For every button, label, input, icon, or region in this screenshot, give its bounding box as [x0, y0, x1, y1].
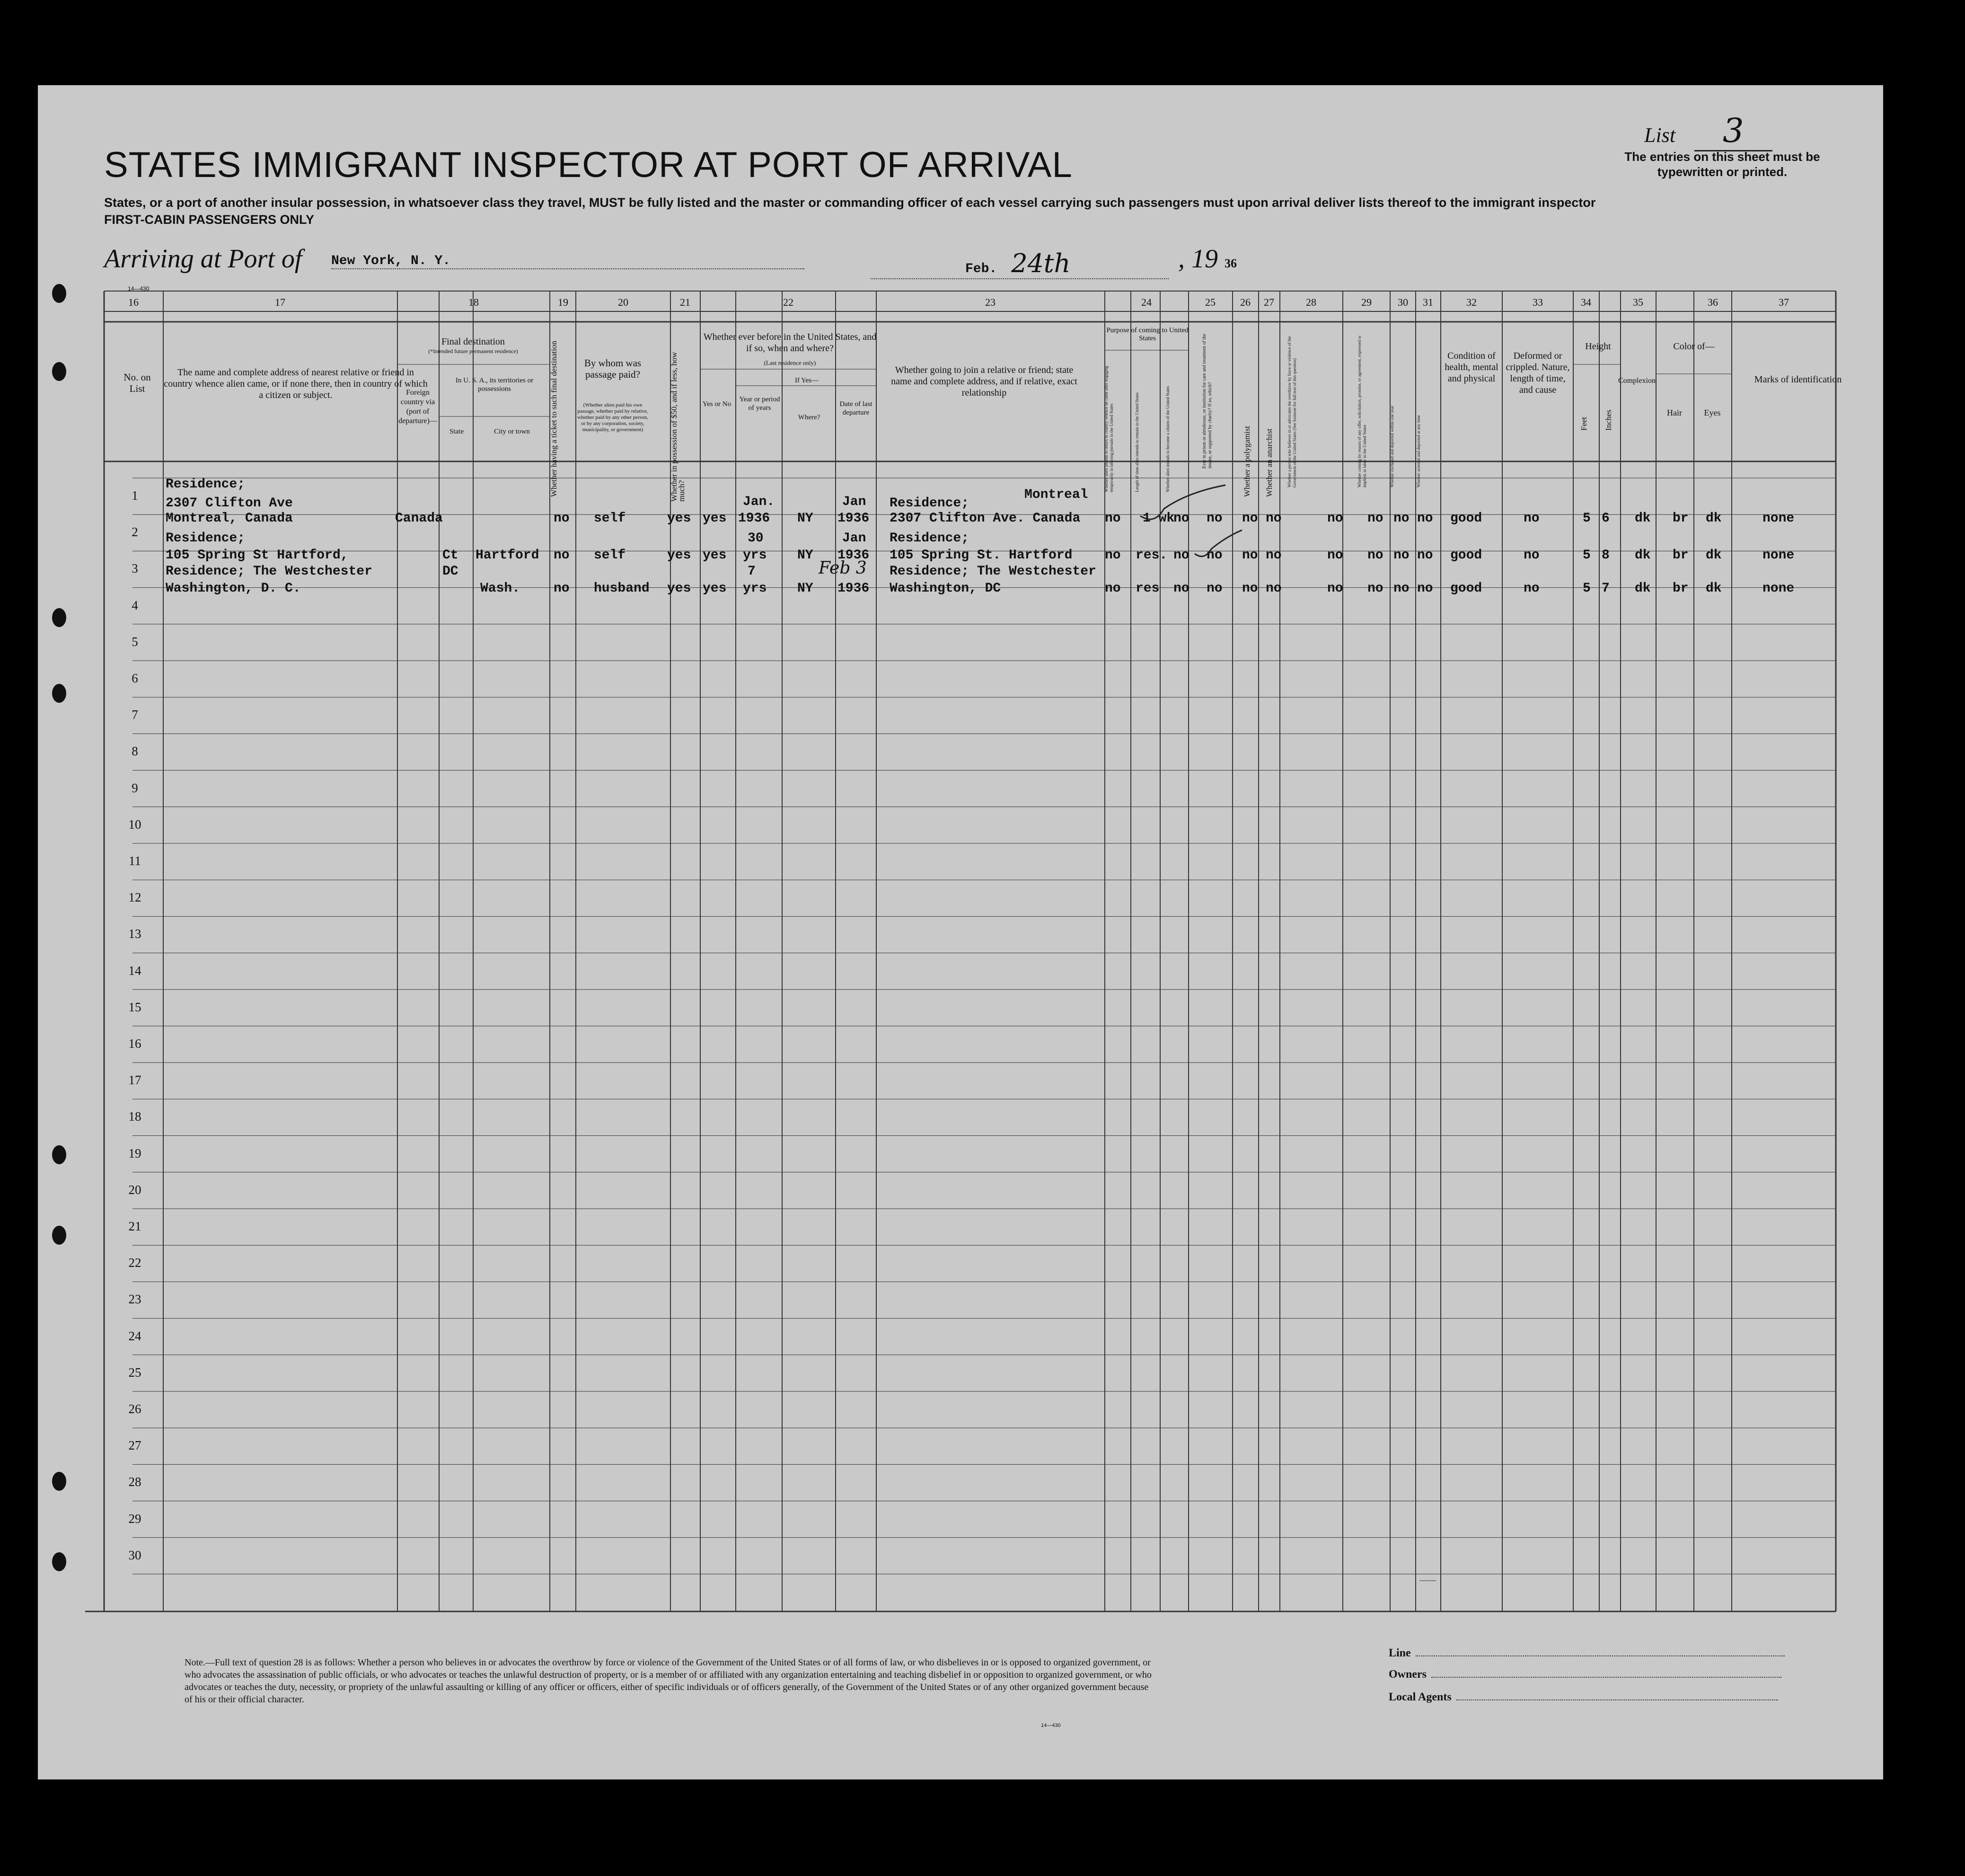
binder-hole [52, 1226, 66, 1245]
column-number-18: 18 [468, 296, 479, 308]
r3-c21: yes [667, 581, 691, 596]
r2-c26: no [1242, 548, 1258, 563]
row-number: 26 [128, 1402, 141, 1416]
header-passage-paid: By whom was passage paid? [584, 357, 642, 380]
header-city: City or town [494, 428, 530, 435]
r1-c25: no [1207, 511, 1223, 526]
r2-c24b: res. [1136, 548, 1168, 563]
row-number: 29 [128, 1511, 141, 1526]
header-passage-sub: (Whether alien paid his own passage, whether paid by relative, whether paid by any other person, or by any corporation, society, municipality, or government) [577, 402, 648, 433]
row-number: 17 [128, 1073, 141, 1088]
binder-hole [52, 684, 66, 703]
header-final-destination: Final destination [441, 336, 505, 347]
year-prefix: , 19 [1178, 244, 1218, 274]
row-number: 3 [132, 561, 138, 576]
r1-c30: no [1393, 511, 1410, 526]
row-number: 16 [128, 1036, 141, 1051]
header-foreign-country: Foreign country via (port of departure)— [398, 389, 437, 425]
row-number: 14 [128, 963, 141, 978]
r1-c18-foreign: Canada [395, 511, 443, 526]
column-number-29: 29 [1361, 296, 1372, 308]
header-purpose: Purpose of coming to United States [1106, 327, 1189, 342]
header-feet: Feet [1579, 416, 1588, 431]
r3-c20: husband [594, 581, 650, 596]
owners-dotted [1431, 1677, 1781, 1678]
row-number: 20 [128, 1182, 141, 1197]
header-inches: Inches [1604, 409, 1613, 431]
r1-c32: good [1450, 511, 1482, 526]
r2-c31: no [1417, 548, 1433, 563]
row-number: 25 [128, 1365, 141, 1380]
r3-c22-period2: yrs [743, 581, 767, 596]
r2-c28: no [1327, 548, 1343, 563]
header-height: Height [1585, 341, 1611, 352]
r2-c24a: no [1105, 548, 1121, 563]
header-no-on-list: No. on List [123, 372, 151, 394]
r3-c22-date2: 1936 [837, 581, 870, 596]
r3-c35: dk [1635, 581, 1651, 596]
header-relative-address: The name and complete address of nearest relative or friend in country whence alien came, or if none there, then in country of which a citizen or subject. [164, 367, 428, 400]
r2-c22-where: NY [797, 548, 813, 563]
r1-c34-inches: 6 [1602, 511, 1610, 526]
list-number-value: 3 [1694, 111, 1772, 151]
column-number-25: 25 [1205, 296, 1216, 308]
column-number-19: 19 [558, 296, 568, 308]
column-number-33: 33 [1533, 296, 1543, 308]
immigration-manifest-sheet [38, 85, 1883, 1779]
row-number: 9 [132, 780, 138, 795]
r1-c31: no [1417, 511, 1433, 526]
header-prison: Ever in prison or almshouse, or institution for care and treatment of the insane, or supported by charity? If so, which? [1202, 334, 1213, 469]
footnote-question-28: Note.—Full text of question 28 is as follows: Whether a person who believes in or advocates the overthrow by force or violence of the Government of the United States or of all forms of law, or who disbelieves in or is opposed to organized government, or who advocates the assassination of public officials, or who advocates or teaches the unlawful destruction of property, or is a member of or affiliated with any organization entertaining and teaching disbelief in or opposition to organized government, or who advocates or teaches the duty, necessity, or propriety of the unlawful assaulting or killing of any officer or officers, either of specific individuals or of officers generally, of the Government of the United States or of any other organized government because of his or their official character. [185, 1657, 1152, 1705]
r3-c24a: no [1105, 581, 1121, 596]
instruction-text [104, 194, 1665, 228]
arrival-year [1178, 244, 1237, 274]
r2-c37: none [1762, 548, 1795, 563]
r3-c22-yesno: yes [703, 581, 727, 596]
r3-c18-city: Wash. [480, 581, 520, 596]
header-state: State [449, 428, 464, 435]
agents-field [1389, 1691, 1778, 1704]
header-fifty-dollars: Whether in possession of $50, and if less, how much? [670, 352, 686, 502]
r1-c19: no [554, 511, 570, 526]
header-anarchist: Whether an anarchist [1265, 428, 1274, 497]
row-number: 6 [132, 671, 138, 685]
column-number-37: 37 [1779, 296, 1789, 308]
column-number-30: 30 [1398, 296, 1408, 308]
r3-c24c: no [1173, 581, 1190, 596]
header-yes-no: Yes or No [702, 400, 731, 408]
r3-c17-line0: Residence; The Westchester [166, 564, 372, 579]
r3-c27: no [1266, 581, 1282, 596]
agents-label: Local Agents [1389, 1691, 1452, 1703]
row-number: 28 [128, 1475, 141, 1489]
row-number: 15 [128, 1000, 141, 1014]
typewritten-note: The entries on this sheet must be typewritten or printed. [1624, 150, 1820, 179]
binder-hole [52, 284, 66, 303]
row-number: 7 [132, 708, 138, 722]
port-of-arrival: New York, N. Y. [331, 254, 804, 269]
binder-hole [52, 608, 66, 627]
r3-c29: no [1367, 581, 1383, 596]
r2-c24c: no [1173, 548, 1190, 563]
r2-c18-state: Ct [442, 548, 458, 563]
instruction-line: States, or a port of another insular possession, in whatsoever class they travel, MUST be fully listed and the master or commanding officer of each vessel carrying such passengers must upon arrival deliver lists thereof to the immigrant inspector [104, 195, 1596, 210]
column-number-24: 24 [1141, 296, 1152, 308]
column-number-32: 32 [1466, 296, 1477, 308]
r1-c24c: no [1173, 511, 1190, 526]
row-number: 4 [132, 598, 138, 612]
r2-c23-line2: 105 Spring St. Hartford [890, 548, 1073, 563]
header-in-usa: In U. S. A., its territories or possessions [455, 377, 534, 393]
r1-c21: yes [667, 511, 691, 526]
r1-c22-where: NY [797, 511, 813, 526]
line-dotted [1416, 1655, 1785, 1656]
year-suffix: 36 [1225, 257, 1237, 270]
r3-c36-eyes: dk [1706, 581, 1722, 596]
r1-c20: self [594, 511, 626, 526]
binder-hole [52, 1552, 66, 1571]
form-number-top: 14—430 [128, 285, 150, 292]
column-number-27: 27 [1264, 296, 1274, 308]
header-marks: Marks of identification [1754, 374, 1842, 385]
column-number-17: 17 [275, 296, 285, 308]
header-period: Year or period of years [739, 396, 780, 412]
r1-c36-eyes: dk [1706, 511, 1722, 526]
r2-c22-period2: yrs [743, 548, 767, 563]
row-number: 5 [132, 634, 138, 649]
agents-dotted [1456, 1699, 1778, 1700]
r2-c21: yes [667, 548, 691, 563]
owners-field [1389, 1668, 1781, 1681]
r2-c20: self [594, 548, 626, 563]
row-number: 23 [128, 1292, 141, 1307]
r2-c17-line0: Residence; [166, 531, 246, 546]
arrival-date [871, 248, 1169, 279]
column-number-28: 28 [1306, 296, 1316, 308]
header-deformed: Deformed or crippled. Nature, length of time, and cause [1506, 351, 1570, 395]
header-ticket: Whether having a ticket to such final destination [549, 341, 558, 497]
r2-c25: no [1207, 548, 1223, 563]
r1-c22-period2: 1936 [738, 511, 770, 526]
r1-c22-period1: Jan. [743, 495, 775, 509]
r3-c25: no [1207, 581, 1223, 596]
column-number-35: 35 [1633, 296, 1643, 308]
header-color: Color of— [1673, 341, 1715, 352]
r3-c24b: res [1136, 581, 1160, 596]
arrival-day-handwritten: 24th [1011, 248, 1071, 278]
column-number-20: 20 [618, 296, 628, 308]
check-mark-2 [1192, 528, 1244, 566]
r2-c19: no [554, 548, 570, 563]
r1-c33: no [1524, 511, 1540, 526]
line-field [1389, 1647, 1785, 1660]
row-number: 13 [128, 927, 141, 941]
header-purpose-c: Whether alien intends to become a citizen of the United States [1165, 386, 1170, 492]
r1-c23-line2: 2307 Clifton Ave. Canada [890, 511, 1081, 526]
header-labor-offer: Whether coming by reason of any offer, solicitation, promise, or agreement, expressed or implied, to labor in the United States [1357, 336, 1367, 487]
binder-hole [52, 1472, 66, 1491]
header-date-departure: Date of last departure [839, 400, 872, 416]
r1-c26: no [1242, 511, 1258, 526]
header-excluded: Whether excluded and deported within one year [1390, 406, 1394, 487]
header-ever-in-us: Whether ever before in the United States, and if so, when and where? [703, 332, 877, 354]
r2-c23-line1: Residence; [890, 531, 969, 546]
r2-c34-inches: 8 [1602, 548, 1610, 563]
header-health: Condition of health, mental and physical [1445, 351, 1498, 384]
r1-c29: no [1367, 511, 1383, 526]
r3-c36-hair: br [1673, 581, 1689, 596]
r3-c23-line2: Washington, DC [890, 581, 1001, 596]
r1-c36-hair: br [1673, 511, 1689, 526]
binder-hole [52, 1145, 66, 1164]
row-number: 19 [128, 1146, 141, 1160]
column-number-34: 34 [1581, 296, 1591, 308]
row-number: 27 [128, 1438, 141, 1453]
r1-c22-date2: 1936 [837, 511, 870, 526]
r2-c29: no [1367, 548, 1383, 563]
row-number: 11 [129, 854, 141, 868]
row-number: 10 [128, 817, 141, 832]
r3-c23-line1: Residence; The Westchester [890, 564, 1096, 579]
r3-c22-period1: 7 [748, 564, 756, 579]
header-where: Where? [798, 414, 820, 421]
row-number: 8 [132, 744, 138, 759]
header-last-residence: (Last residence only) [764, 359, 816, 366]
list-label: List [1644, 124, 1676, 147]
row-number: 18 [128, 1109, 141, 1124]
r1-c35: dk [1635, 511, 1651, 526]
r1-c24a: no [1105, 511, 1121, 526]
header-complexion: Complexion [1618, 377, 1656, 385]
r3-c28: no [1327, 581, 1343, 596]
r3-c34-feet: 5 [1583, 581, 1591, 596]
header-arrested: Whether arrested and deported at any time [1416, 415, 1421, 487]
r2-c27: no [1266, 548, 1282, 563]
r1-c22-date1: Jan [842, 495, 866, 509]
r1-c28: no [1327, 511, 1343, 526]
line-label: Line [1389, 1647, 1411, 1659]
r1-c24b: 1 wk [1143, 511, 1175, 526]
r2-c22-yesno: yes [703, 548, 727, 563]
row-number: 22 [128, 1256, 141, 1270]
r3-c34-inches: 7 [1602, 581, 1610, 596]
row-number: 12 [128, 890, 141, 905]
r2-c36-eyes: dk [1706, 548, 1722, 563]
r2-c32: good [1450, 548, 1482, 563]
arrival-month: Feb. [965, 262, 997, 276]
column-number-23: 23 [985, 296, 996, 308]
r1-c37: none [1762, 511, 1795, 526]
r1-c17-line2: Montreal, Canada [166, 511, 293, 526]
r1-c34-feet: 5 [1583, 511, 1591, 526]
column-number-16: 16 [128, 296, 139, 308]
r2-c18-city: Hartford [476, 548, 539, 563]
r2-c22-date1: Jan [842, 531, 866, 546]
column-number-22: 22 [783, 296, 793, 308]
r2-c33: no [1524, 548, 1540, 563]
r3-c30: no [1393, 581, 1410, 596]
header-joining-relative: Whether going to join a relative or friend; state name and complete address, and if relative, exact relationship [891, 365, 1077, 398]
column-number-36: 36 [1708, 296, 1718, 308]
class-line: FIRST-CABIN PASSENGERS ONLY [104, 212, 315, 227]
header-purpose-b: Length of time alien intends to remain in the United States [1135, 392, 1139, 492]
r2-c34-feet: 5 [1583, 548, 1591, 563]
r1-c27: no [1266, 511, 1282, 526]
r3-c32: good [1450, 581, 1482, 596]
header-purpose-a: Whether alien intends to return to country whence he came after engaging temporarily in laboring pursuits in the United States [1104, 366, 1114, 492]
r1-c17-line0: Residence; [166, 477, 246, 492]
arriving-label: Arriving at Port of [104, 244, 302, 274]
header-eyes: Eyes [1704, 408, 1721, 417]
r1-c17-line1: 2307 Clifton Ave [166, 496, 293, 511]
header-if-yes: If Yes— [794, 377, 819, 384]
r3-c22-date-handwritten: Feb 3 [819, 558, 867, 578]
row-number: 1 [132, 488, 138, 503]
manifest-grid [38, 85, 1883, 1779]
header-hair: Hair [1667, 408, 1682, 417]
header-polygamist: Whether a polygamist [1242, 425, 1251, 497]
column-number-26: 26 [1240, 296, 1251, 308]
r3-c33: no [1524, 581, 1540, 596]
form-title: STATES IMMIGRANT INSPECTOR AT PORT OF ARRIVAL [104, 145, 1073, 185]
header-overthrow: Whether a person who believes in or advocates the overthrow by force or violence of the Government of the United States (See footnote for full text of this question) [1287, 336, 1297, 487]
r3-c18-state: DC [442, 564, 458, 579]
r2-c17-line1: 105 Spring St Hartford, [166, 548, 349, 563]
r2-c22-date2: 1936 [837, 548, 870, 563]
header-final-destination-sub: (*Intended future permanent residence) [428, 348, 518, 354]
r1-c23-line1: Residence; [890, 496, 969, 511]
column-number-21: 21 [680, 296, 690, 308]
r3-c17-line1: Washington, D. C. [166, 581, 301, 596]
r3-c19: no [554, 581, 570, 596]
r2-c35: dk [1635, 548, 1651, 563]
column-number-31: 31 [1423, 296, 1433, 308]
r2-c22-period1: 30 [748, 531, 764, 546]
r1-c23-line1b: Montreal [1024, 487, 1088, 502]
r3-c31: no [1417, 581, 1433, 596]
r3-c37: none [1762, 581, 1795, 596]
r3-c26: no [1242, 581, 1258, 596]
row-number: 2 [132, 525, 138, 540]
list-number [1644, 111, 1772, 150]
owners-label: Owners [1389, 1668, 1427, 1681]
r2-c30: no [1393, 548, 1410, 563]
row-number: 24 [128, 1328, 141, 1343]
r3-c22-where: NY [797, 581, 813, 596]
form-number-bottom: 14—430 [1041, 1723, 1061, 1728]
row-number: 30 [128, 1548, 141, 1562]
r2-c36-hair: br [1673, 548, 1689, 563]
binder-hole [52, 362, 66, 381]
row-number: 21 [128, 1219, 141, 1233]
r1-c22-yesno: yes [703, 511, 727, 526]
